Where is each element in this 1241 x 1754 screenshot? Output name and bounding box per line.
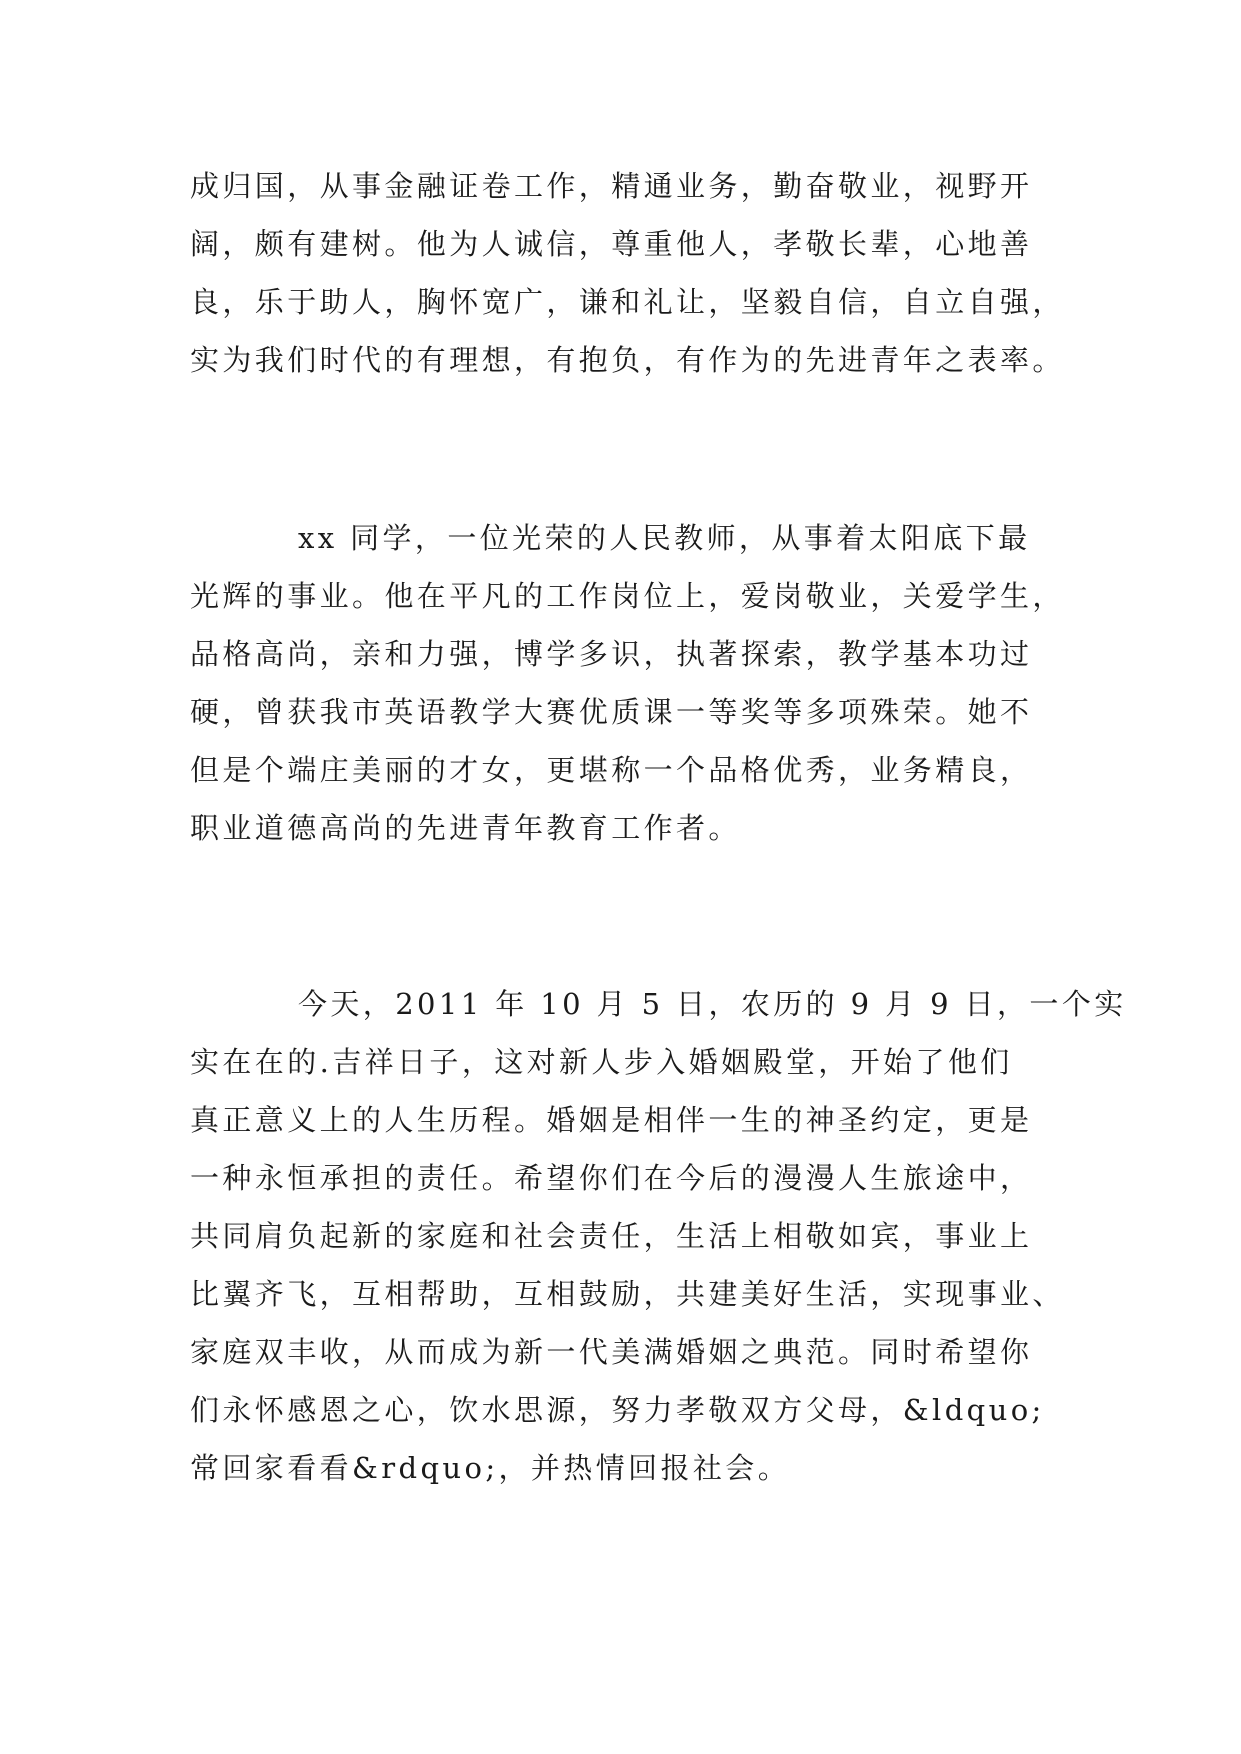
- paragraph-3-line-5: 共同肩负起新的家庭和社会责任，生活上相敬如宾，事业上: [190, 1219, 1033, 1253]
- paragraph-3-line-6: 比翼齐飞，互相帮助，互相鼓励，共建美好生活，实现事业、: [190, 1277, 1065, 1311]
- paragraph-3-line-9: 常回家看看&rdquo;，并热情回报社会。: [190, 1451, 791, 1485]
- paragraph-3-line-3: 真正意义上的人生历程。婚姻是相伴一生的神圣约定，更是: [190, 1103, 1033, 1137]
- paragraph-3-line-4: 一种永恒承担的责任。希望你们在今后的漫漫人生旅途中，: [190, 1161, 1033, 1195]
- paragraph-3-line-2: 实在在的.吉祥日子，这对新人步入婚姻殿堂，开始了他们: [190, 1045, 1013, 1079]
- paragraph-2-line-4: 硬，曾获我市英语教学大赛优质课一等奖等多项殊荣。她不: [190, 695, 1033, 729]
- paragraph-2-line-2: 光辉的事业。他在平凡的工作岗位上，爱岗敬业，关爱学生，: [190, 579, 1065, 613]
- paragraph-2-line-1: xx 同学，一位光荣的人民教师，从事着太阳底下最: [298, 521, 1031, 555]
- paragraph-2-line-6: 职业道德高尚的先进青年教育工作者。: [190, 811, 741, 845]
- paragraph-2-line-3: 品格高尚，亲和力强，博学多识，执著探索，教学基本功过: [190, 637, 1033, 671]
- paragraph-1-line-3: 良，乐于助人，胸怀宽广，谦和礼让，坚毅自信，自立自强，: [190, 285, 1065, 319]
- paragraph-1-line-1: 成归国，从事金融证卷工作，精通业务，勤奋敬业，视野开: [190, 169, 1033, 203]
- paragraph-1-line-2: 阔，颇有建树。他为人诚信，尊重他人，孝敬长辈，心地善: [190, 227, 1033, 261]
- paragraph-2-line-5: 但是个端庄美丽的才女，更堪称一个品格优秀，业务精良，: [190, 753, 1033, 787]
- paragraph-1-line-4: 实为我们时代的有理想，有抱负，有作为的先进青年之表率。: [190, 343, 1065, 377]
- paragraph-3-line-1: 今天，2011 年 10 月 5 日，农历的 9 月 9 日，一个实: [298, 987, 1127, 1021]
- paragraph-3-line-8: 们永怀感恩之心，饮水思源，努力孝敬双方父母，&ldquo;: [190, 1393, 1045, 1427]
- paragraph-3-line-7: 家庭双丰收，从而成为新一代美满婚姻之典范。同时希望你: [190, 1335, 1033, 1369]
